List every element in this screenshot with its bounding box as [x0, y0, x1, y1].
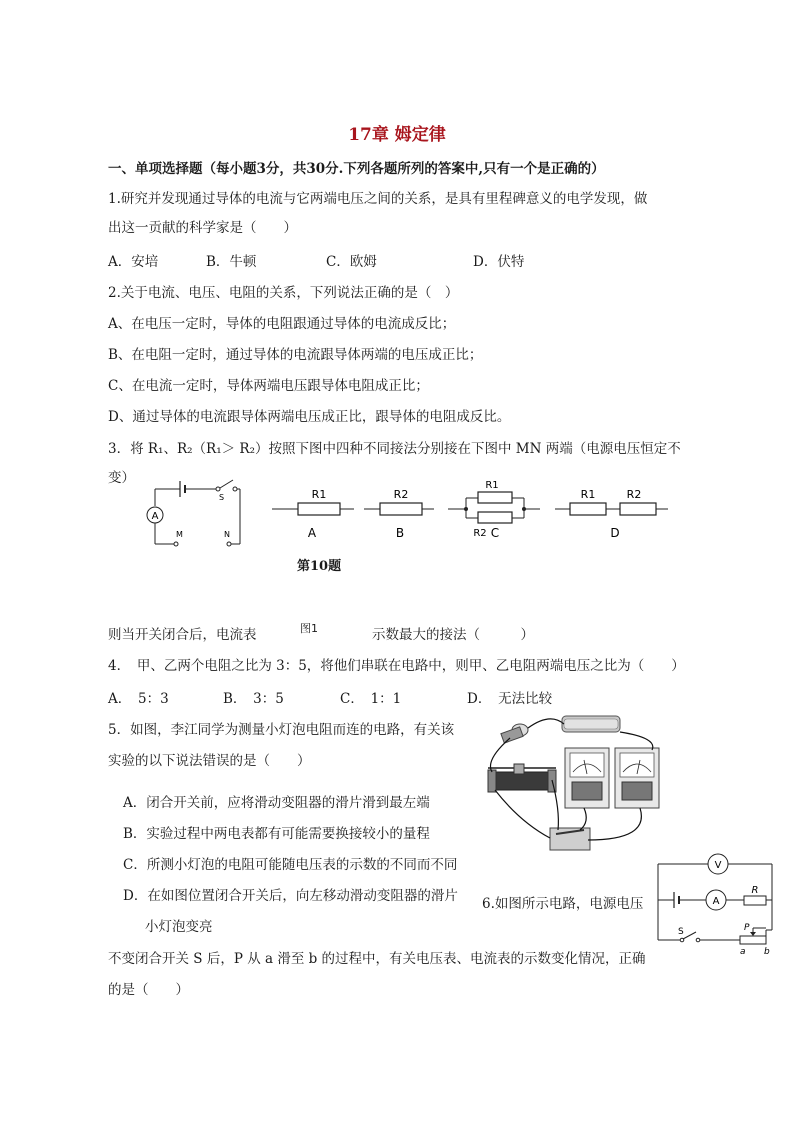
svg-text:R1: R1	[580, 488, 596, 501]
connection-c	[448, 480, 540, 540]
q6-stem-line2: 不变闭合开关 S 后，P 从 a 滑至 b 的过程中，有关电压表、电流表的示数变化情况，正确	[108, 951, 646, 967]
q2-option-c: C、在电流一定时，导体两端电压跟导体电阻成正比；	[108, 378, 429, 394]
q5-option-b: B．实验过程中两电表都有可能需要换接较小的量程	[123, 826, 430, 842]
q6-stem-line3: 的是（ ）	[108, 982, 189, 998]
resistor-r2	[380, 503, 422, 515]
svg-text:R2: R2	[393, 488, 409, 501]
q2-option-b: B、在电阻一定时，通过导体的电流跟导体两端的电压成正比；	[108, 347, 483, 363]
resistor-r-label: R	[751, 885, 759, 896]
q3-circuit-diagram	[140, 474, 255, 554]
slider-p-label: P	[744, 923, 750, 933]
switch-blade	[683, 932, 696, 939]
q1-stem-line1: 1.研究并发现通过导体的电流与它两端电压之间的关系，是具有里程碑意义的电学发现，做	[108, 191, 648, 207]
resistor-r1	[298, 503, 340, 515]
terminal-n	[227, 542, 231, 546]
ammeter-label: A	[151, 511, 159, 522]
resistor-c-r1	[478, 492, 512, 503]
resistor-r	[744, 896, 766, 905]
ammeter-label: A	[712, 896, 720, 907]
terminal-n-label: N	[224, 530, 230, 539]
q5-apparatus-photo	[480, 710, 660, 858]
rheostat	[740, 936, 766, 944]
q3-tail-right: 示数最大的接法（ ）	[372, 627, 534, 643]
voltmeter-label: V	[714, 860, 722, 871]
q2-stem: 2.关于电流、电压、电阻的关系，下列说法正确的是（ ）	[108, 285, 459, 301]
q5-option-d-line1: D．在如图位置闭合开关后，向左移动滑动变阻器的滑片	[123, 888, 458, 904]
q3-figure-label: 第10题	[297, 559, 342, 574]
q5-option-a: A．闭合开关前，应将滑动变阻器的滑片滑到最左端	[123, 795, 430, 811]
svg-text:C: C	[490, 526, 500, 540]
switch-label: S	[219, 493, 225, 502]
q5-stem-line1: 5．如图，李江同学为测量小灯泡电阻而连的电路，有关该	[108, 722, 455, 738]
q3-tail-left: 则当开关闭合后，电流表	[108, 627, 257, 643]
q2-option-d: D、通过导体的电流跟导体两端电压成正比，跟导体的电阻成反比。	[108, 409, 511, 425]
q1-stem-line2: 出这一贡献的科学家是（ ）	[108, 220, 297, 236]
terminal-m-label: M	[176, 530, 183, 539]
switch-label: S	[678, 927, 684, 937]
q3-stem-line1: 3．将 R₁、R₂（R₁＞ R₂）按照下图中四种不同接法分别接在下图中 MN 两端（电源电压恒定不	[108, 441, 681, 457]
q1-option-c: C．欧姆	[326, 254, 377, 270]
q4-option-a: A． 5：3	[108, 691, 169, 707]
svg-text:R2: R2	[626, 488, 642, 501]
q4-option-b: B． 3：5	[223, 691, 284, 707]
q4-option-d: D． 无法比较	[467, 691, 553, 707]
q4-option-c: C． 1：1	[340, 691, 402, 707]
page-title: 17章 姆定律	[348, 125, 446, 145]
q5-option-c: C．所测小灯泡的电阻可能随电压表的示数的不同而不同	[123, 857, 458, 873]
q5-option-d-line2: 小灯泡变亮	[145, 919, 213, 935]
q3-connections-diagram	[270, 476, 670, 546]
resistor-c-r2	[478, 512, 512, 523]
connection-a	[272, 488, 354, 540]
connection-b	[364, 488, 434, 540]
connection-d	[555, 488, 668, 540]
svg-text:R1: R1	[311, 488, 327, 501]
q4-stem: 4． 甲、乙两个电阻之比为 3：5，将他们串联在电路中，则甲、乙电阻两端电压之比为（ ）	[108, 658, 685, 674]
terminal-m	[174, 542, 178, 546]
q6-circuit-diagram	[652, 848, 780, 958]
q3-stem-line2: 变）	[108, 470, 135, 486]
switch-blade	[220, 480, 233, 488]
svg-text:B: B	[395, 526, 405, 540]
section-heading: 一、单项选择题（每小题3分，共30分.下列各题所列的答案中,只有一个是正确的）	[108, 161, 605, 177]
svg-text:R1: R1	[485, 480, 499, 491]
q1-option-d: D．伏特	[473, 254, 525, 270]
svg-text:D: D	[610, 526, 620, 540]
terminal-b-label: b	[764, 947, 770, 957]
q6-stem-line1: 6.如图所示电路，电源电压	[482, 896, 644, 912]
q1-option-a: A．安培	[108, 254, 159, 270]
q1-option-b: B．牛顿	[206, 254, 257, 270]
svg-text:A: A	[307, 526, 317, 540]
q3-figure-caption: 图1	[300, 622, 318, 635]
terminal-a-label: a	[740, 947, 746, 957]
q5-stem-line2: 实验的以下说法错误的是（ ）	[108, 753, 311, 769]
q2-option-a: A、在电压一定时，导体的电阻跟通过导体的电流成反比；	[108, 316, 456, 332]
svg-text:R2: R2	[473, 528, 487, 539]
